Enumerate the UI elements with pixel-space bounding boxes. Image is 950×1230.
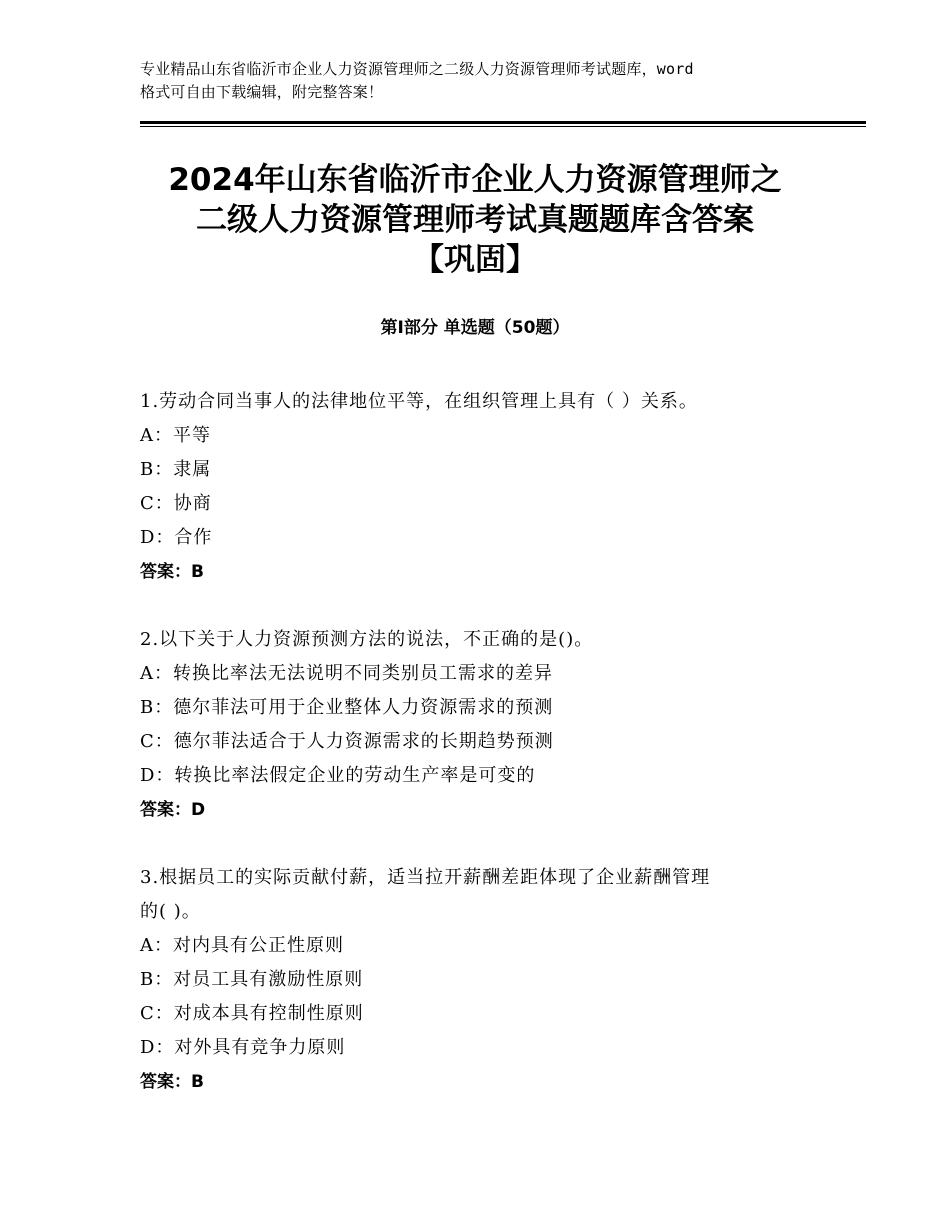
- question-2: [140, 623, 830, 827]
- document-title-line-2: 二级人力资源管理师考试真题题库含答案: [196, 202, 754, 238]
- header-note: [140, 58, 830, 104]
- answer-label: 答案：D: [140, 800, 206, 820]
- header-divider-thick: [140, 121, 866, 124]
- option-b: B：德尔菲法可用于企业整体人力资源需求的预测: [140, 697, 554, 718]
- question-list: [140, 385, 830, 1133]
- option-c: C：协商: [140, 493, 212, 514]
- option-b: B：对员工具有激励性原则: [140, 969, 364, 990]
- question-stem-continued: 的( )。: [140, 901, 201, 922]
- option-a: A：转换比率法无法说明不同类别员工需求的差异: [140, 663, 553, 684]
- question-stem: 1.劳动合同当事人的法律地位平等，在组织管理上具有（ ）关系。: [140, 391, 698, 412]
- question-3: [140, 861, 830, 1099]
- question-stem: 3.根据员工的实际贡献付薪，适当拉开薪酬差距体现了企业薪酬管理: [140, 867, 711, 888]
- answer-label: 答案：B: [140, 562, 204, 582]
- document-title-line-1: 2024年山东省临沂市企业人力资源管理师之: [168, 162, 782, 198]
- question-1: [140, 385, 830, 589]
- header-divider-thin: [140, 126, 866, 127]
- header-note-line-2: 格式可自由下载编辑，附完整答案！: [140, 83, 384, 101]
- document-title-line-3: 【巩固】: [413, 242, 537, 278]
- option-c: C：对成本具有控制性原则: [140, 1003, 364, 1024]
- header-note-line-1: 专业精品山东省临沂市企业人力资源管理师之二级人力资源管理师考试题库，word: [140, 60, 694, 78]
- document-title: [100, 160, 850, 280]
- section-title: 第Ⅰ部分 单选题（50题）: [380, 318, 570, 338]
- option-a: A：对内具有公正性原则: [140, 935, 344, 956]
- option-d: D：合作: [140, 527, 213, 548]
- option-b: B：隶属: [140, 459, 212, 480]
- option-d: D：对外具有竞争力原则: [140, 1037, 346, 1058]
- question-stem: 2.以下关于人力资源预测方法的说法，不正确的是()。: [140, 629, 594, 650]
- option-c: C：德尔菲法适合于人力资源需求的长期趋势预测: [140, 731, 554, 752]
- option-d: D：转换比率法假定企业的劳动生产率是可变的: [140, 765, 536, 786]
- answer-label: 答案：B: [140, 1072, 204, 1092]
- option-a: A：平等: [140, 425, 211, 446]
